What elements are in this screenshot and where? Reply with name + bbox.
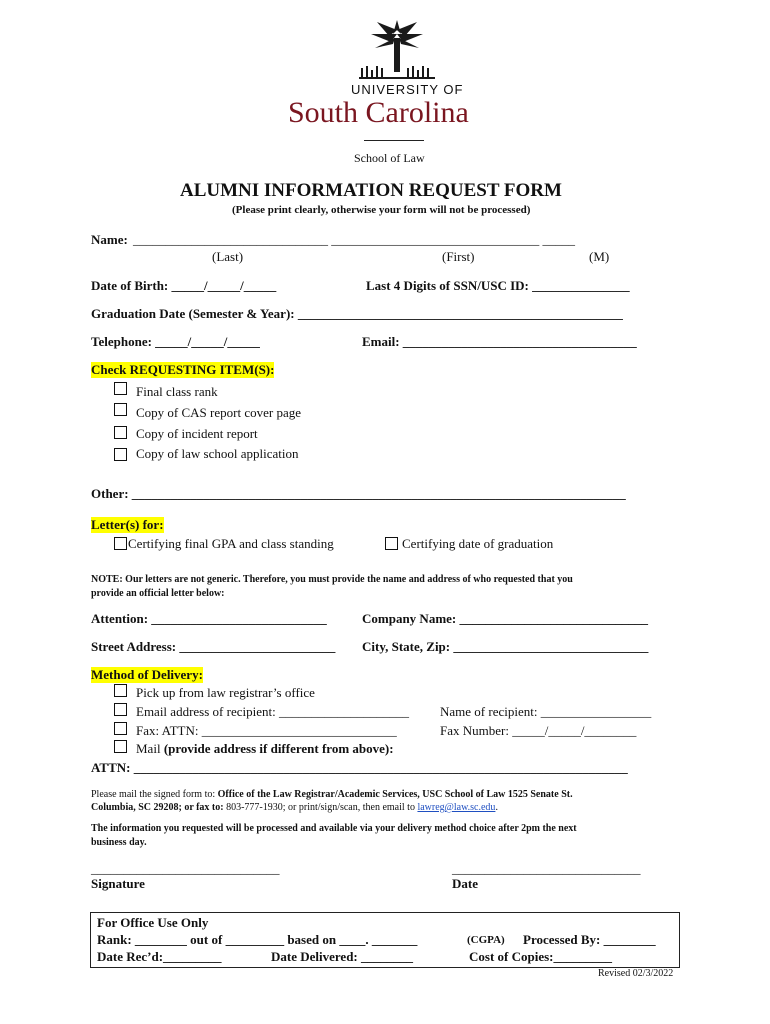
attention-field[interactable]: Attention: ___________________________ <box>91 611 327 626</box>
date-of-birth-field[interactable]: Date of Birth: _____/_____/_____ <box>91 278 277 293</box>
office-rank-field: Rank: ________ out of _________ based on ____. _______ <box>97 932 418 947</box>
city-state-zip-field[interactable]: City, State, Zip: ______________________________ <box>362 639 649 654</box>
checkbox-mail-delivery[interactable] <box>114 740 127 753</box>
form-subtitle: (Please print clearly, otherwise your form will not be processed) <box>232 204 531 216</box>
date-line[interactable]: _____________________________ <box>452 861 641 876</box>
delivery-heading: Method of Delivery: <box>91 667 203 682</box>
checkbox-cas-report[interactable] <box>114 403 127 416</box>
office-use-heading: For Office Use Only <box>97 915 209 930</box>
date-label: Date <box>452 876 478 891</box>
checkbox-certifying-gpa[interactable] <box>114 537 127 550</box>
letters-heading: Letter(s) for: <box>91 517 164 532</box>
item-cas-report: Copy of CAS report cover page <box>136 405 301 420</box>
mail-instructions-period: . <box>495 802 498 813</box>
middle-initial-caption: (M) <box>589 249 610 264</box>
checkbox-incident-report[interactable] <box>114 426 127 439</box>
office-cost-of-copies: Cost of Copies:_________ <box>469 949 612 964</box>
delivery-email-address[interactable]: Email address of recipient: ____________________ <box>136 704 409 719</box>
mail-label: Mail <box>136 741 164 756</box>
checkbox-fax-delivery[interactable] <box>114 722 127 735</box>
office-processed-by: Processed By: ________ <box>523 932 656 947</box>
mail-instructions-lead: Please mail the signed form to: <box>91 789 218 800</box>
name-label: Name: <box>91 232 128 247</box>
logo-south-carolina: South Carolina <box>288 96 469 129</box>
street-address-field[interactable]: Street Address: ________________________ <box>91 639 336 654</box>
delivery-fax-attn[interactable]: Fax: ATTN: ______________________________ <box>136 723 397 738</box>
signature-label: Signature <box>91 876 145 891</box>
form-title: ALUMNI INFORMATION REQUEST FORM <box>180 180 562 201</box>
email-field[interactable]: Email: ____________________________________ <box>362 334 637 349</box>
mail-instructions-line-2 <box>91 802 498 813</box>
checkbox-certifying-graduation[interactable] <box>385 537 398 550</box>
ssn-field[interactable]: Last 4 Digits of SSN/USC ID: _______________ <box>366 278 630 293</box>
letter-certifying-gpa: Certifying final GPA and class standing <box>128 536 334 551</box>
mail-note: (provide address if different from above): <box>163 741 394 756</box>
registrar-email-link[interactable]: lawreg@law.sc.edu <box>417 802 496 813</box>
revised-date: Revised 02/3/2022 <box>598 968 674 979</box>
note-line-1: NOTE: Our letters are not generic. Therefore, you must provide the name and address of who requested that you <box>91 574 573 585</box>
processing-line-1: The information you requested will be processed and available via your delivery method choice after 2pm the next <box>91 823 577 834</box>
last-name-caption: (Last) <box>212 249 244 264</box>
delivery-recipient-name[interactable]: Name of recipient: _________________ <box>440 704 652 719</box>
palmetto-tree-icon <box>357 16 437 80</box>
note-line-2: provide an official letter below: <box>91 588 225 599</box>
checkbox-law-school-application[interactable] <box>114 448 127 461</box>
office-date-delivered: Date Delivered: ________ <box>271 949 414 964</box>
requesting-items-heading: Check REQUESTING ITEM(S): <box>91 362 275 377</box>
logo-university-of: UNIVERSITY OF <box>351 82 464 97</box>
item-incident-report: Copy of incident report <box>136 426 258 441</box>
mail-instructions-line-1 <box>91 789 573 800</box>
mail-instructions-office: Office of the Law Registrar/Academic Services, USC School of Law 1525 Senate St. <box>217 789 573 800</box>
delivery-fax-number[interactable]: Fax Number: _____/_____/________ <box>440 723 637 738</box>
office-use-box <box>90 912 680 968</box>
company-name-field[interactable]: Company Name: _____________________________ <box>362 611 648 626</box>
checkbox-pickup[interactable] <box>114 684 127 697</box>
name-input-line[interactable]: ______________________________ ________________________________ _____ <box>133 232 575 247</box>
office-cgpa-label: (CGPA) <box>467 934 505 946</box>
logo-school-of-law: School of Law <box>354 151 425 165</box>
checkbox-final-class-rank[interactable] <box>114 382 127 395</box>
checkbox-email-delivery[interactable] <box>114 703 127 716</box>
signature-line[interactable]: _____________________________ <box>91 861 280 876</box>
office-date-received: Date Rec’d:_________ <box>97 949 222 964</box>
delivery-mail <box>136 741 394 757</box>
delivery-pickup: Pick up from law registrar’s office <box>136 685 315 700</box>
mail-instructions-fax: 803-777-1930; or print/sign/scan, then email to <box>226 802 418 813</box>
attn-field[interactable]: ATTN: ____________________________________________________________________________ <box>91 760 628 775</box>
logo-divider <box>364 140 424 141</box>
item-final-class-rank: Final class rank <box>136 384 218 399</box>
other-field[interactable]: Other: ____________________________________________________________________________ <box>91 486 626 501</box>
letter-certifying-graduation: Certifying date of graduation <box>402 536 554 551</box>
graduation-date-field[interactable]: Graduation Date (Semester & Year): __________________________________________________ <box>91 306 623 321</box>
mail-instructions-city: Columbia, SC 29208; or fax to: <box>91 802 227 813</box>
telephone-field[interactable]: Telephone: _____/_____/_____ <box>91 334 260 349</box>
item-law-school-application: Copy of law school application <box>136 446 299 461</box>
first-name-caption: (First) <box>442 249 475 264</box>
usc-logo <box>280 10 510 165</box>
processing-line-2: business day. <box>91 837 147 848</box>
